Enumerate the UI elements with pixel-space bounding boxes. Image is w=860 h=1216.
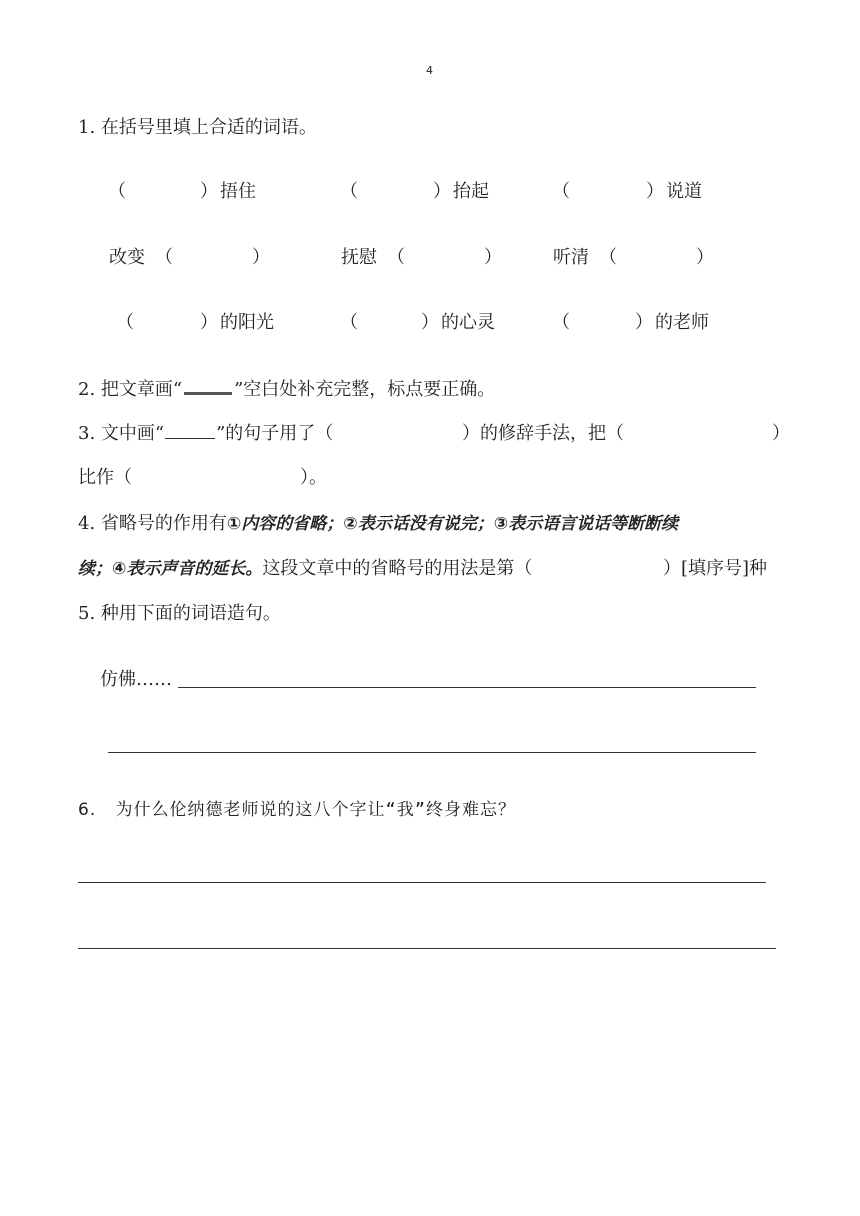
q1-r1c2-open: （ xyxy=(340,181,358,202)
q1-r1c1-open: （ xyxy=(108,181,126,202)
q1-r1c1-close: ） xyxy=(200,181,218,202)
q1-r3c1-open: （ xyxy=(116,312,134,333)
q4-line2-b: ）[填序号]种 xyxy=(663,558,768,579)
q1-r2c1-open: （ xyxy=(155,247,173,268)
q1-r2c1-close: ） xyxy=(252,247,270,268)
q5-answer-line-2[interactable] xyxy=(108,752,756,753)
q1-r1c2-word: 抬起 xyxy=(453,181,489,202)
q4-line1 xyxy=(78,511,678,537)
q4-line2-a: 这段文章中的省略号的用法是第（ xyxy=(262,558,533,579)
q6-answer-line-2[interactable] xyxy=(78,948,776,949)
q1-r1c3-close: ） xyxy=(646,181,664,202)
q1-r1c3-word: 说道 xyxy=(666,181,702,202)
q6-number: 6. xyxy=(78,800,97,820)
q1-r1c2-close: ） xyxy=(433,181,451,202)
q1-r2c3-open: （ xyxy=(599,247,617,268)
q5-word: 仿佛…… xyxy=(100,669,172,690)
q3-line1-d: ） xyxy=(772,423,790,444)
q1-r3c3-open: （ xyxy=(552,312,570,333)
q5-answer-line-1[interactable] xyxy=(178,687,756,688)
q5-title: 5. 种用下面的词语造句。 xyxy=(78,603,281,624)
q3-line1-c: ）的修辞手法，把（ xyxy=(462,423,624,444)
q1-r3c1-close: ） xyxy=(200,312,218,333)
q3-line2-a: 比作（ xyxy=(78,467,132,488)
q1-r2c2-open: （ xyxy=(387,247,405,268)
q2-blank-underline xyxy=(184,376,232,395)
q1-r2c3-word: 听清 xyxy=(553,247,589,268)
q6-text: 为什么伦纳德老师说的这八个字让“我”终身难忘？ xyxy=(115,800,516,820)
q1-r3c2-open: （ xyxy=(340,312,358,333)
q1-r2c2-close: ） xyxy=(484,247,502,268)
q3-line1-b: ”的句子用了（ xyxy=(216,423,334,444)
q3-blank-underline xyxy=(165,422,215,439)
q1-r3c2-close: ） xyxy=(421,312,439,333)
q1-r2c2-word: 抚慰 xyxy=(341,247,377,268)
q1-r3c2-word: 的心灵 xyxy=(441,312,495,333)
q4-line1-emphasis: ①内容的省略；②表示话没有说完；③表示语言说话等断断续 xyxy=(226,514,679,534)
q1-title: 1. 在括号里填上合适的词语。 xyxy=(78,117,317,138)
q4-line2 xyxy=(78,556,532,582)
q6-answer-line-1[interactable] xyxy=(78,882,766,883)
q4-line2-emphasis: 续；④表示声音的延长。 xyxy=(78,559,263,579)
q2-text xyxy=(78,376,495,403)
q6-question xyxy=(78,797,516,823)
q1-r1c3-open: （ xyxy=(552,181,570,202)
q1-r1c1-word: 捂住 xyxy=(220,181,256,202)
q4-line1-a: 4. 省略号的作用有 xyxy=(78,513,227,534)
q2-text-before: 2. 把文章画“ xyxy=(78,379,183,400)
q3-line1 xyxy=(78,421,333,447)
q1-r2c1-word: 改变 xyxy=(109,247,145,268)
q3-line1-a: 3. 文中画“ xyxy=(78,423,165,444)
q1-r3c3-word: 的老师 xyxy=(655,312,709,333)
q1-r3c3-close: ） xyxy=(635,312,653,333)
q1-r3c1-word: 的阳光 xyxy=(220,312,274,333)
page-number: 4 xyxy=(426,64,433,77)
q2-text-after: ”空白处补充完整，标点要正确。 xyxy=(234,379,496,400)
q3-line2-b: ）。 xyxy=(300,467,327,488)
q1-r2c3-close: ） xyxy=(696,247,714,268)
